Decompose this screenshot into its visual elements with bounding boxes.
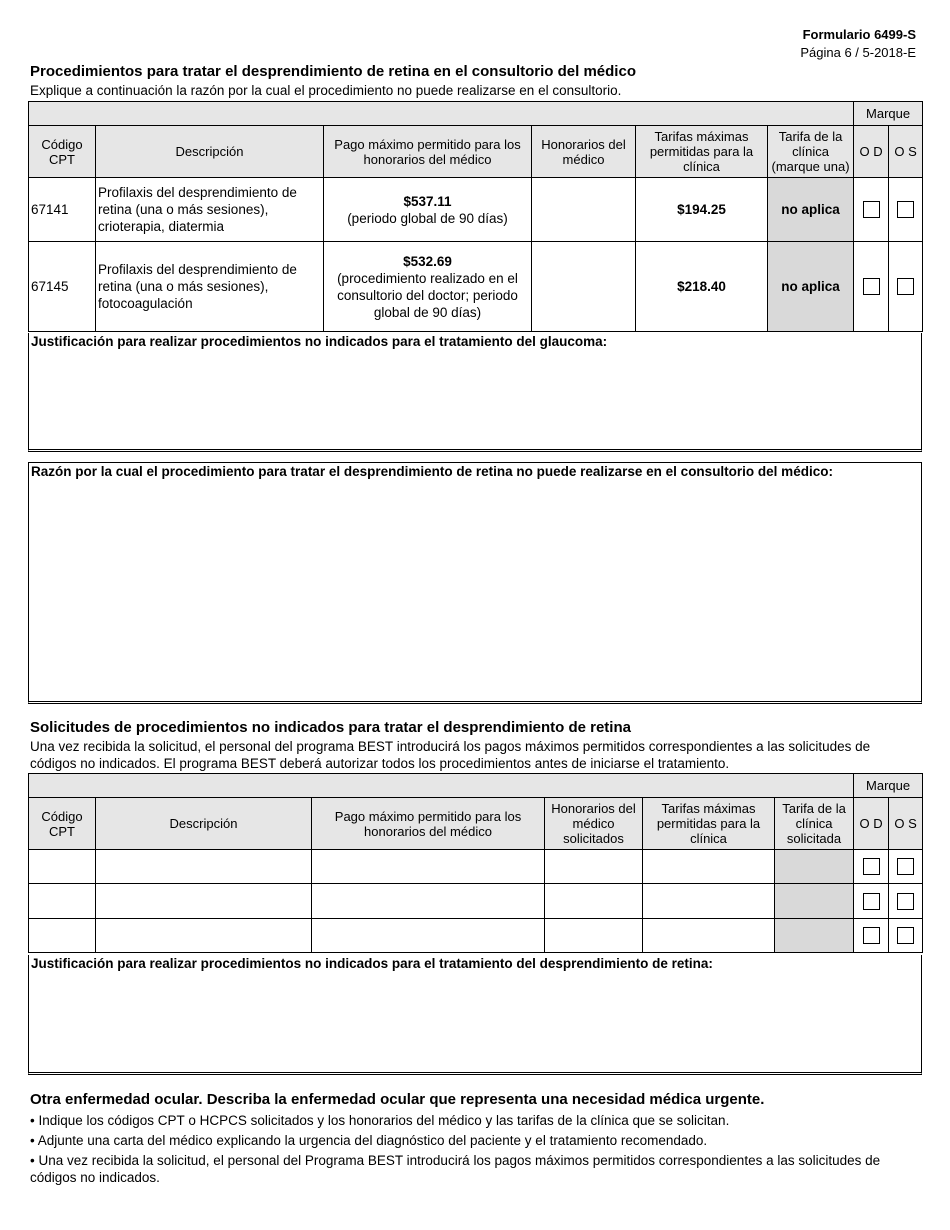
clinic-max-cell[interactable] [643, 919, 775, 953]
col-clinic-fee: Tarifa de la clínica (marque una) [768, 126, 854, 178]
marque-header: Marque [854, 102, 923, 126]
max-payment-cell[interactable] [312, 850, 545, 884]
section1-subtitle: Explique a continuación la razón por la cual el procedimiento no puede realizarse en el consultorio. [30, 83, 622, 98]
physician-fee-cell[interactable] [532, 178, 636, 242]
od-checkbox[interactable] [863, 278, 880, 295]
cpt-code-cell[interactable] [29, 850, 96, 884]
clinic-max-cell[interactable] [643, 850, 775, 884]
table-row [29, 850, 923, 884]
col-od: O D [854, 126, 889, 178]
col-od: O D [854, 798, 889, 850]
description: Profilaxis del desprendimiento de retina (una o más sesiones), fotocoagulación [96, 242, 324, 332]
section2-text: Una vez recibida la solicitud, el personal del programa BEST introducirá los pagos máximos permitidos correspondientes a las solicitudes de códigos no indicados. El programa BEST deberá autorizar todos los procedimientos antes de iniciarse el tratamiento. [30, 739, 871, 771]
col-clinic-max: Tarifas máximas permitidas para la clínica [636, 126, 768, 178]
max-payment-amount: $537.11 [403, 193, 452, 209]
physician-fee-cell[interactable] [545, 850, 643, 884]
od-checkbox[interactable] [863, 858, 880, 875]
section3-title: Otra enfermedad ocular. Describa la enfermedad ocular que representa una necesidad médica urgente. [30, 1091, 765, 1108]
list-item: • Indique los códigos CPT o HCPCS solicitados y los honorarios del médico y las tarifas de la clínica que se solicitan. [30, 1113, 730, 1128]
max-payment [324, 242, 532, 332]
col-code: Código CPT [29, 126, 96, 178]
col-os: O S [889, 798, 923, 850]
description-cell[interactable] [96, 850, 312, 884]
max-payment [324, 178, 532, 242]
col-code: Código CPT [29, 798, 96, 850]
col-clinic-max: Tarifas máximas permitidas para la clínica [643, 798, 775, 850]
description-cell[interactable] [96, 919, 312, 953]
form-number: Formulario 6499-S [802, 27, 916, 42]
retina-justification-box [28, 955, 922, 1075]
list-item: • Una vez recibida la solicitud, el personal del Programa BEST introducirá los pagos máximos permitidos correspondientes a las solicitudes de códigos no indicados. [30, 1153, 881, 1185]
clinic-fee: no aplica [768, 178, 854, 242]
od-checkbox[interactable] [863, 927, 880, 944]
description-cell[interactable] [96, 884, 312, 919]
glaucoma-justification-box [28, 333, 922, 452]
cpt-code: 67141 [29, 178, 96, 242]
clinic-fee-cell [775, 919, 854, 953]
page-number: Página 6 / 5-2018-E [800, 45, 916, 60]
clinic-max-fee: $218.40 [636, 242, 768, 332]
section3-bullets [30, 1112, 920, 1189]
list-item: • Adjunte una carta del médico explicando la urgencia del diagnóstico del paciente y el tratamiento recomendado. [30, 1133, 708, 1148]
col-description: Descripción [96, 126, 324, 178]
os-checkbox[interactable] [897, 201, 914, 218]
clinic-max-fee: $194.25 [636, 178, 768, 242]
table-row [29, 919, 923, 953]
od-checkbox[interactable] [863, 893, 880, 910]
reason-input[interactable] [31, 483, 919, 697]
clinic-fee-cell [775, 884, 854, 919]
os-checkbox[interactable] [897, 927, 914, 944]
clinic-fee-cell [775, 850, 854, 884]
max-payment-cell[interactable] [312, 884, 545, 919]
max-payment-note: (periodo global de 90 días) [347, 210, 508, 226]
clinic-max-cell[interactable] [643, 884, 775, 919]
requests-table [28, 773, 923, 953]
reason-box [28, 462, 922, 704]
cpt-code-cell[interactable] [29, 919, 96, 953]
marque-header: Marque [854, 774, 923, 798]
os-checkbox[interactable] [897, 278, 914, 295]
max-payment-note: (procedimiento realizado en el consultorio del doctor; periodo global de 90 días) [337, 270, 518, 320]
od-checkbox[interactable] [863, 201, 880, 218]
clinic-fee: no aplica [768, 242, 854, 332]
max-payment-amount: $532.69 [403, 253, 452, 269]
max-payment-cell[interactable] [312, 919, 545, 953]
section1-title: Procedimientos para tratar el desprendimiento de retina en el consultorio del médico [30, 63, 636, 80]
description: Profilaxis del desprendimiento de retina (una o más sesiones), crioterapia, diatermia [96, 178, 324, 242]
glaucoma-justification-input[interactable] [31, 353, 919, 445]
retina-justification-input[interactable] [31, 975, 919, 1068]
col-description: Descripción [96, 798, 312, 850]
col-clinic-fee-requested: Tarifa de la clínica solicitada [775, 798, 854, 850]
col-os: O S [889, 126, 923, 178]
col-max-payment: Pago máximo permitido para los honorarios del médico [324, 126, 532, 178]
col-physician-fee: Honorarios del médico [532, 126, 636, 178]
retina-justification-label: Justificación para realizar procedimientos no indicados para el tratamiento del desprendimiento de retina: [31, 956, 713, 971]
table-row [29, 242, 923, 332]
physician-fee-cell[interactable] [532, 242, 636, 332]
table-row [29, 884, 923, 919]
col-physician-fee-requested: Honorarios del médico solicitados [545, 798, 643, 850]
physician-fee-cell[interactable] [545, 884, 643, 919]
physician-fee-cell[interactable] [545, 919, 643, 953]
col-max-payment: Pago máximo permitido para los honorarios del médico [312, 798, 545, 850]
cpt-code: 67145 [29, 242, 96, 332]
section2-title: Solicitudes de procedimientos no indicados para tratar el desprendimiento de retina [30, 719, 631, 736]
cpt-code-cell[interactable] [29, 884, 96, 919]
retina-procedures-table [28, 101, 923, 332]
reason-label: Razón por la cual el procedimiento para tratar el desprendimiento de retina no puede realizarse en el consultorio del médico: [31, 464, 833, 479]
table-row [29, 178, 923, 242]
glaucoma-justification-label: Justificación para realizar procedimientos no indicados para el tratamiento del glaucoma: [31, 334, 608, 349]
os-checkbox[interactable] [897, 893, 914, 910]
os-checkbox[interactable] [897, 858, 914, 875]
